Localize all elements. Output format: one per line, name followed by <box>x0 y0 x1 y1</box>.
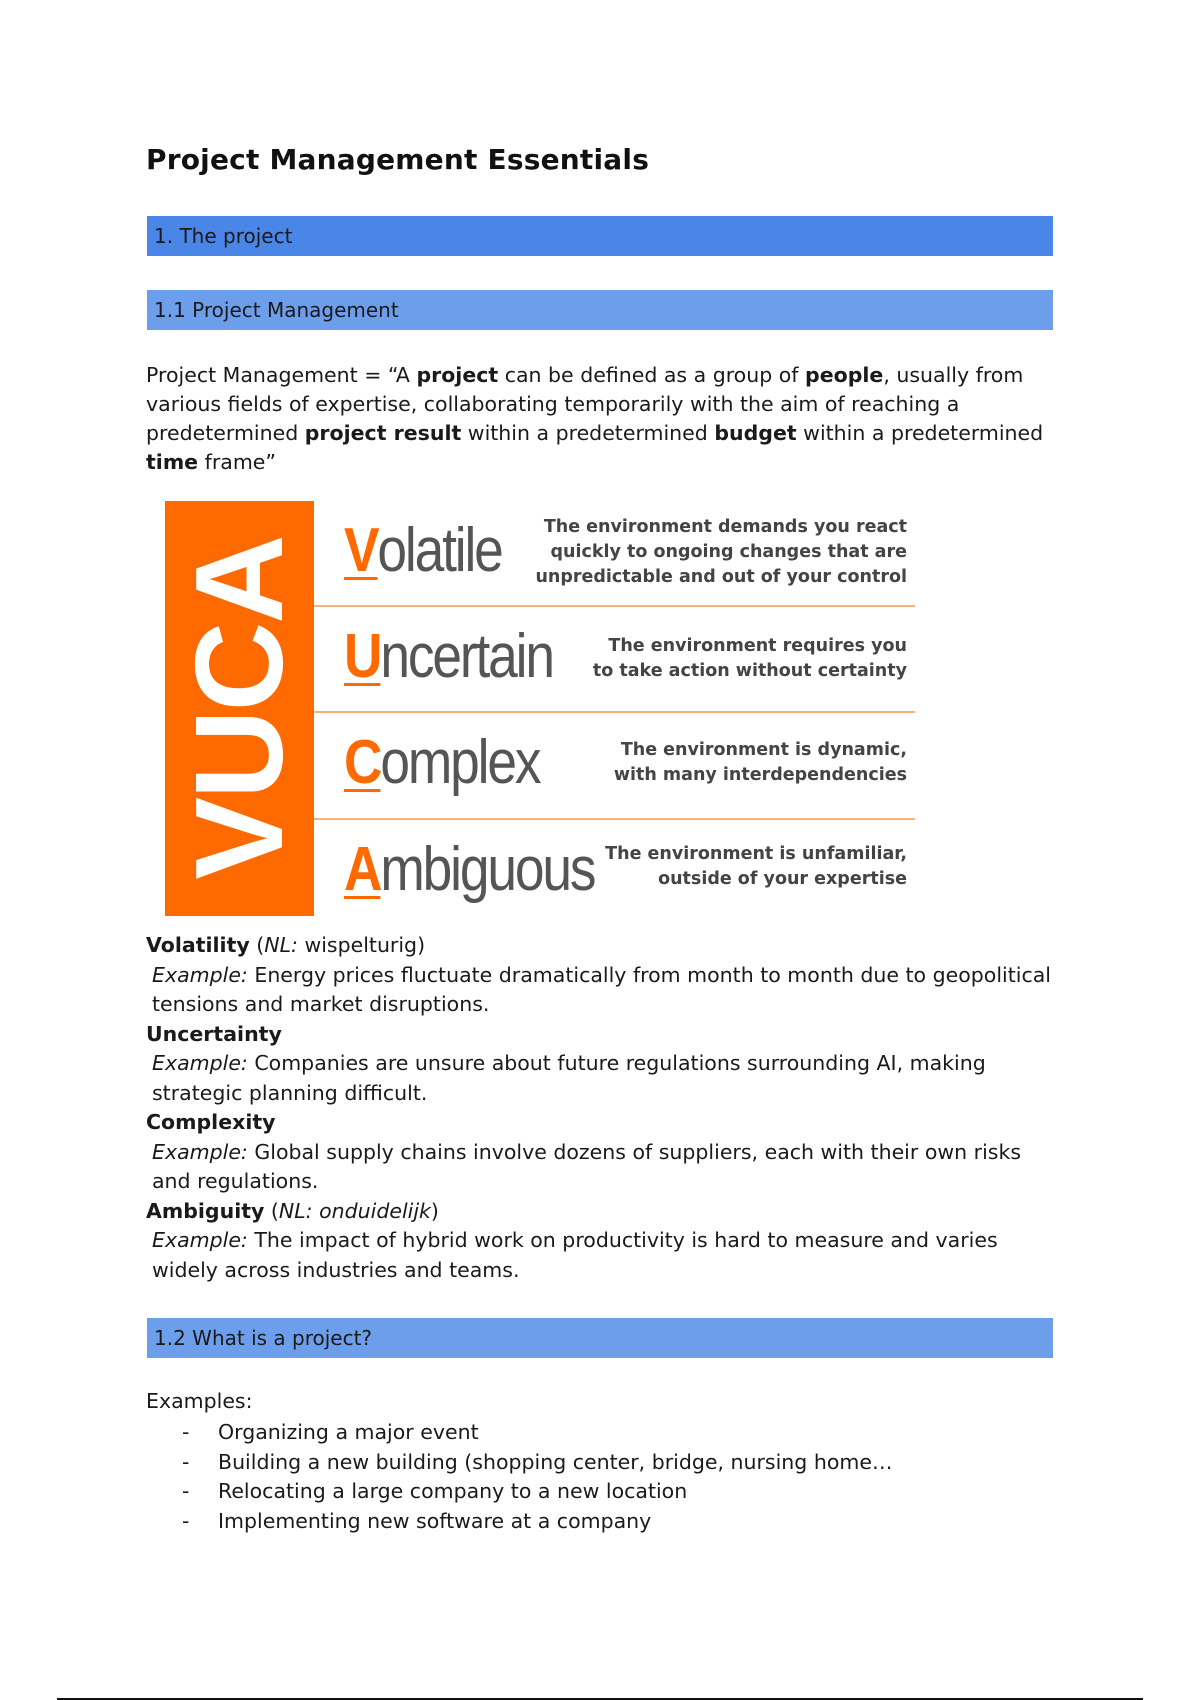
definition-text: within a predetermined <box>461 421 715 445</box>
term-complexity: Complexity <box>146 1110 276 1134</box>
vuca-row-ambiguous <box>314 820 915 924</box>
examples-label: Examples: <box>146 1389 253 1413</box>
list-item: - Implementing new software at a company <box>182 1508 652 1533</box>
vuca-label: VUCA <box>171 536 309 880</box>
term-volatility: Volatility (NL: wispelturig) <box>146 933 426 957</box>
vuca-word: Ambiguous <box>344 835 595 904</box>
vuca-description: The environment requires you to take action without certainty <box>592 636 907 681</box>
vuca-description: The environment is unfamiliar, outside of your expertise <box>605 844 907 889</box>
definition-text: can be defined as a group of <box>498 363 806 387</box>
page-title: Project Management Essentials <box>146 143 650 176</box>
definition-keyword-budget: budget <box>714 421 797 445</box>
section-heading-the-project: 1. The project <box>147 216 1053 256</box>
definition-text: , usually from various fields of expertise, collaborating temporarily with the aim of reaching a predetermined <box>146 363 1024 445</box>
definition-text: Project Management = “A <box>146 363 417 387</box>
definition-keyword-time: time <box>146 450 199 474</box>
vuca-description: The environment is dynamic, with many interdependencies <box>613 740 907 785</box>
example-uncertainty: Example: Companies are unsure about future regulations surrounding AI, making strategic planning difficult. <box>152 1051 986 1105</box>
examples-list <box>146 1418 892 1536</box>
vuca-row-complex <box>314 713 915 817</box>
definition-text: within a predetermined <box>796 421 1044 445</box>
vuca-word: Complex <box>344 728 540 797</box>
vuca-description: The environment demands you react quickly to ongoing changes that are unpredictable and out of your control <box>535 517 907 587</box>
section-heading-what-is-project: 1.2 What is a project? <box>147 1318 1053 1358</box>
list-item: - Relocating a large company to a new location <box>182 1479 688 1503</box>
term-uncertainty: Uncertainty <box>146 1021 282 1046</box>
vuca-row-uncertain <box>314 607 915 711</box>
vuca-word: Uncertain <box>344 622 553 691</box>
vuca-row-volatile <box>314 501 915 605</box>
vuca-diagram <box>165 501 915 916</box>
definition-keyword-project-result: project result <box>304 421 462 445</box>
example-complexity: Example: Global supply chains involve dozens of suppliers, each with their own risks and regulations. <box>152 1139 1021 1193</box>
term-ambiguity: Ambiguity (NL: onduidelijk) <box>146 1198 439 1223</box>
vuca-definitions <box>146 931 1066 1285</box>
list-item: - Building a new building (shopping center, bridge, nursing home… <box>182 1449 893 1474</box>
definition-keyword-project: project <box>416 363 499 387</box>
vuca-side-banner <box>165 501 314 916</box>
example-volatility: Example: Energy prices fluctuate dramatically from month to month due to geopolitical tensions and market disruptions. <box>152 962 1051 1016</box>
vuca-word: Volatile <box>344 516 502 585</box>
example-ambiguity: Example: The impact of hybrid work on productivity is hard to measure and varies widely across industries and teams. <box>152 1228 998 1282</box>
definition-keyword-people: people <box>805 363 884 387</box>
list-item: - Organizing a major event <box>182 1420 479 1444</box>
definition-text: frame” <box>198 450 277 474</box>
section-heading-project-management: 1.1 Project Management <box>147 290 1053 330</box>
definition-paragraph <box>146 361 1046 477</box>
